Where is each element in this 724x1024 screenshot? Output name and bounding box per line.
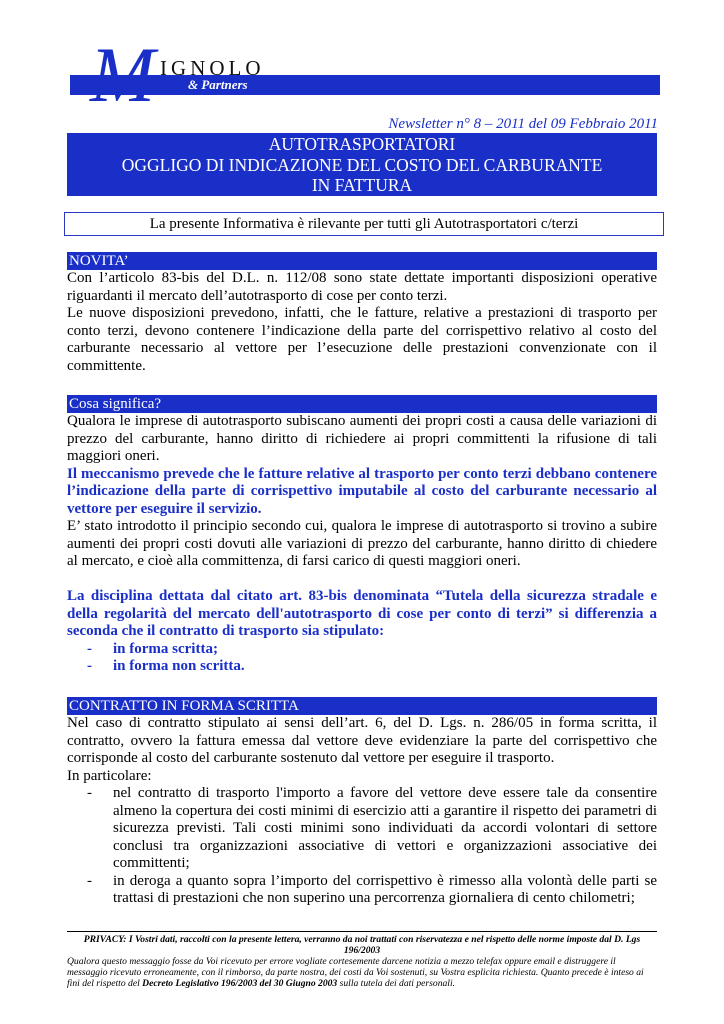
disclaimer: [67, 956, 657, 989]
highlight-paragraph: Il meccanismo prevede che le fatture relative al trasporto per conto terzi debbano contenere l’indicazione della parte di corrispettivo imputabile al costo del carburante necessario al vettore per eseguire il servizio.: [67, 465, 657, 517]
info-box: La presente Informativa è rilevante per tutti gli Autotrasportatori c/terzi: [64, 212, 664, 236]
section-cosa: [67, 413, 657, 676]
logo-bar: [70, 75, 660, 95]
section-contratto: [67, 715, 657, 908]
logo-name: IGNOLO: [160, 56, 265, 80]
title-line-3: IN FATTURA: [311, 175, 413, 195]
highlight-paragraph: La disciplina dettata dal citato art. 83-bis denominata “Tutela della sicurezza stradale e della regolarità del mercato dell'autotrasporto di cose per conto di terzi” si differenzia a seconda che il contratto di trasporto sia stipulato:: [67, 588, 657, 639]
paragraph: E’ stato introdotto il principio secondo cui, qualora le imprese di autotrasporto si trovino a subire aumenti dei propri costi dovuti alle variazioni di prezzo del carburante, hanno diritto di chiedere al mercato, e cioè alla committenza, di farsi carico di questi maggiori oneri.: [67, 518, 657, 569]
section-heading-contratto: CONTRATTO IN FORMA SCRITTA: [67, 697, 657, 715]
paragraph: In particolare:: [67, 767, 152, 784]
disclaimer-text: Qualora questo messaggio fosse da Voi ricevuto per errore vogliate cortesemente darcene notizia a mezzo telefax oppure email e distruggere il messaggio ricevuto erroneamente, con il rimborso, da parte nostra, dei costi da Voi sostenuti, su Vostra esplicita richiesta. Quanto precede è inteso ai fini del rispetto del: [67, 956, 644, 989]
list-item: - in forma scritta;: [67, 641, 657, 659]
title-line-2: OGGLIGO DI INDICAZIONE DEL COSTO DEL CARBURANTE: [121, 154, 603, 175]
privacy-line: [67, 934, 657, 956]
decree-reference: Decreto Legislativo 196/2003 del 30 Giugno 2003: [142, 978, 338, 989]
list-item: - nel contratto di trasporto l'importo a favore del vettore deve essere tale da consentire almeno la copertura dei costi minimi di esercizio atti a garantire il rispetto dei parametri di sicurezza previsti. Tali costi minimi sono individuati da accordi volontari di settore conclusi tra organizzazioni associative di vettori e organizzazioni associative dei committenti;: [67, 785, 657, 873]
privacy-statement: PRIVACY: I Vostri dati, raccolti con la presente lettera, verranno da noi trattati con riservatezza e nel rispetto delle norme imposte dal D. Lgs 196/2003: [83, 934, 641, 956]
title-box: [67, 133, 657, 196]
spacer: [67, 571, 657, 589]
paragraph: Qualora le imprese di autotrasporto subiscano aumenti dei propri costi a causa delle variazioni di prezzo del carburante, hanno diritto di richiedere ai propri committenti la rifusione di tali maggiori oneri.: [67, 413, 657, 464]
title-line-1: AUTOTRASPORTATORI: [268, 134, 456, 154]
company-logo: [70, 31, 660, 118]
section-novita: [67, 270, 657, 375]
section-heading-cosa: Cosa significa?: [67, 395, 657, 413]
disclaimer-end: sulla tutela dei dati personali.: [339, 978, 456, 989]
paragraph: Le nuove disposizioni prevedono, infatti, che le fatture, relative a prestazioni di trasporto per conto terzi, devono contenere l’indicazione della parte del corrispettivo relativo al costo del carburante necessario al vettore per l’esecuzione delle prestazioni convenzionate con il committente.: [67, 305, 657, 374]
logo-sub: & Partners: [188, 77, 248, 92]
logo-initial: M: [90, 31, 155, 118]
list-item: - in forma non scritta.: [67, 658, 657, 676]
form-list: [67, 641, 657, 676]
section-heading-novita: NOVITA’: [67, 252, 657, 270]
paragraph: Nel caso di contratto stipulato ai sensi dell’art. 6, del D. Lgs. n. 286/05 in forma scritta, il contratto, ovvero la fattura emessa dal vettore deve evidenziare la parte del corrispettivo che corrisponde al costo del carburante sostenuto dal vettore per eseguire il trasporto.: [67, 715, 657, 766]
privacy-footer: [67, 931, 657, 989]
newsletter-date: Newsletter n° 8 – 2011 del 09 Febbraio 2011: [388, 116, 658, 132]
list-item: - in deroga a quanto sopra l’importo del corrispettivo è rimesso alla volontà delle parti se trattasi di prestazioni che non superino una percorrenza giornaliera di cento chilometri;: [67, 873, 657, 908]
paragraph: Con l’articolo 83-bis del D.L. n. 112/08 sono state dettate importanti disposizioni operative riguardanti il mercato dell’autotrasporto di cose per conto terzi.: [67, 270, 657, 304]
contratto-list: [67, 785, 657, 908]
